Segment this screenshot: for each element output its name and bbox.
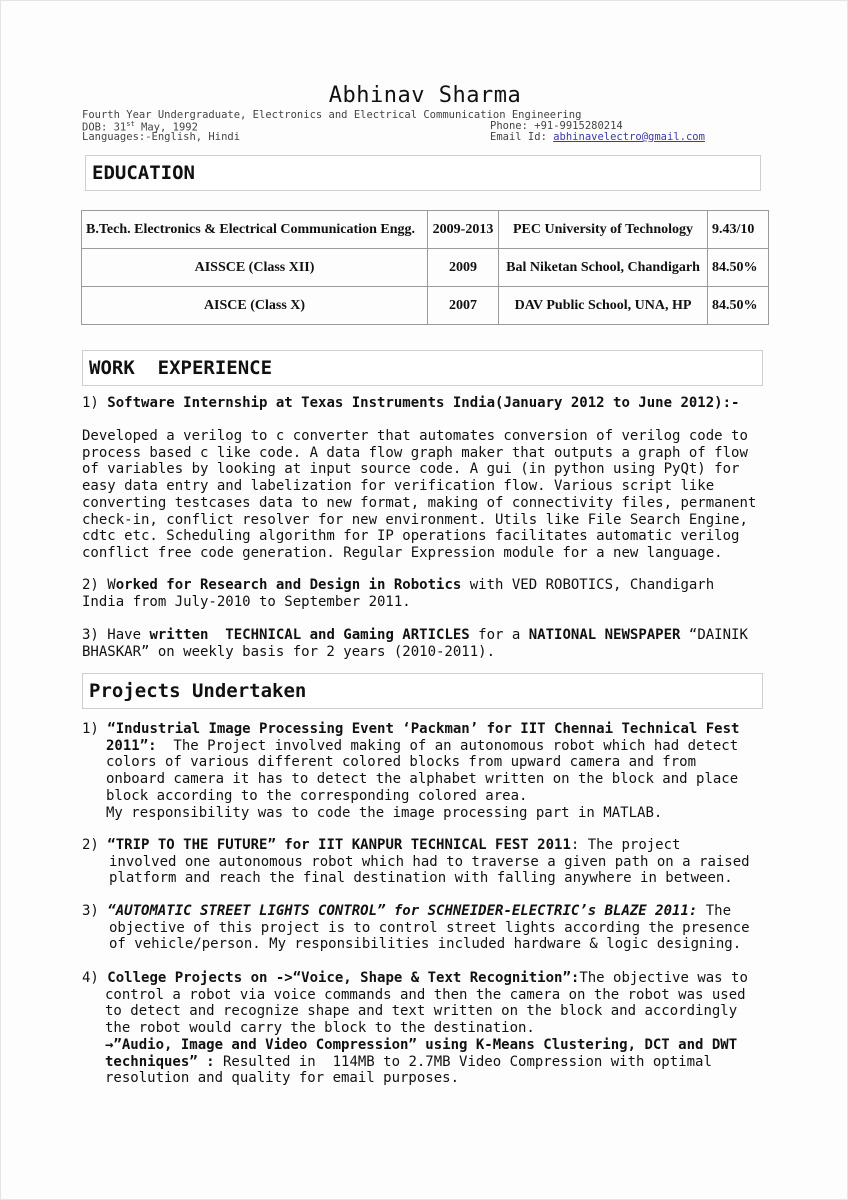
section-education: EDUCATION — [85, 155, 761, 191]
work-item-1-description: Developed a verilog to c converter that automates conversion of verilog code to process based c like code. A data flow graph maker that outputs a graph of flow of variables by looking at input source code. A gui (in python using PyQt) for easy data entry and labelization for verification flow. Various script like converting testcases data to new format, making of connectivity files, permanent check-in, conflict resolver for new environment. Utils like File Search Engine, cdtc etc. Scheduling algorithm for IP operations facilitates automatic verilog conflict free code generation. Regular Expression module for a new language. — [82, 428, 757, 561]
table-row: AISSCE (Class XII) 2009 Bal Niketan School, Chandigarh 84.50% — [82, 249, 769, 287]
work-item-2: 2) Worked for Research and Design in Robotics with VED ROBOTICS, Chandigarh India from July-2010 to September 2011. — [82, 577, 715, 610]
work-item-1-title: 1) Software Internship at Texas Instruments India(January 2012 to June 2012):- — [82, 395, 740, 411]
project-4: 4) College Projects on ->“Voice, Shape & Text Recognition”:The objective was to control a robot via voice commands and then the camera on the robot was used to detect and recognize shape and text written on the block and accordingly the robot would carry the block to the destination. →”Audio, Image and Video Compression” using K-Means Clustering, DCT and DWT techniques” : Resulted in 114MB to 2.7MB Video Compression with optimal resolution and quality for email purposes. — [82, 970, 748, 1087]
table-row: B.Tech. Electronics & Electrical Communication Engg. 2009-2013 PEC University of Technology 9.43/10 — [82, 211, 769, 249]
work-item-3: 3) Have written TECHNICAL and Gaming ARTICLES for a NATIONAL NEWSPAPER “DAINIK BHASKAR” on weekly basis for 2 years (2010-2011). — [82, 627, 748, 660]
project-2: 2) “TRIP TO THE FUTURE” for IIT KANPUR TECHNICAL FEST 2011: The project involved one autonomous robot which had to traverse a given path on a raised platform and reach the final destination with falling anywhere in between. — [82, 837, 750, 887]
email: Email Id: abhinavelectro@gmail.com — [490, 131, 705, 143]
subtitle: Fourth Year Undergraduate, Electronics and Electrical Communication Engineering — [82, 109, 582, 121]
candidate-name: Abhinav Sharma — [328, 83, 522, 108]
phone: Phone: +91-9915280214 — [490, 120, 623, 132]
dob: DOB: 31st May, 1992 — [82, 120, 198, 134]
languages: Languages:-English, Hindi — [82, 131, 241, 143]
project-1: 1) “Industrial Image Processing Event ‘Packman’ for IIT Chennai Technical Fest 2011”: The Project involved making of an autonomous robot which had detect colors of various different colored blocks from upward camera and from onboard camera it has to detect the alphabet written on the block and place block according to the corresponding colored area. My responsibility was to code the image processing part in MATLAB. — [82, 721, 740, 821]
section-work-experience: WORK EXPERIENCE — [82, 350, 763, 386]
education-table — [81, 210, 769, 325]
table-row: AISCE (Class X) 2007 DAV Public School, UNA, HP 84.50% — [82, 287, 769, 325]
email-link[interactable]: abhinavelectro@gmail.com — [553, 131, 705, 143]
section-projects: Projects Undertaken — [82, 673, 763, 709]
project-3: 3) “AUTOMATIC STREET LIGHTS CONTROL” for SCHNEIDER-ELECTRIC’s BLAZE 2011: The objective of this project is to control street lights according the presence of vehicle/person. My responsibilities included hardware & logic designing. — [82, 903, 750, 953]
